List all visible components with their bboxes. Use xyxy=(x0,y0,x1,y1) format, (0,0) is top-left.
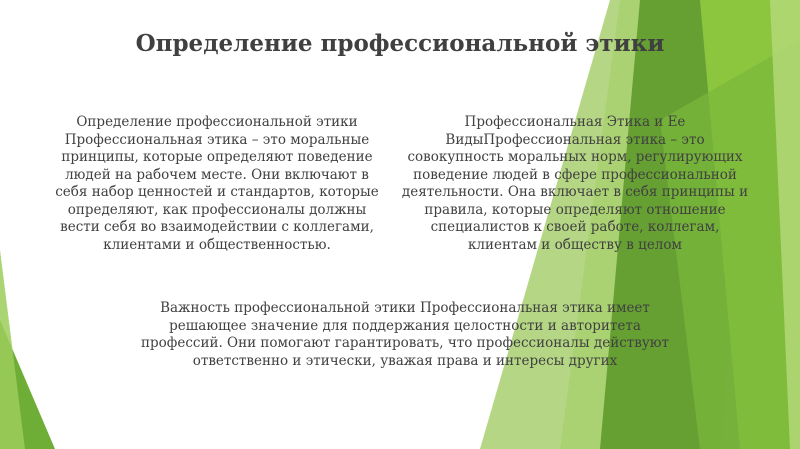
slide-title: Определение профессиональной этики xyxy=(135,30,665,57)
left-column-text: Определение профессиональной этики Профессиональная этика – это моральные принципы, которые определяют поведение людей на рабочем месте. Они включают в себя набор ценностей и стандартов, которые определяют, как профессионалы должны вести себя во взаимодействии с коллегами, клиентами и общественностью. xyxy=(55,114,379,253)
bottom-text: Важность профессиональной этики Профессиональная этика имеет решающее значение для поддержания целостности и авторитета профессий. Они помогают гарантировать, что профессионалы действуют ответственно и этически, уважая права и интересы других xyxy=(141,300,669,369)
right-column-text: Профессиональная Этика и Ее ВидыПрофессиональная этика – это совокупность моральных норм, регулирующих поведение людей в сфере профессиональной деятельности. Она включает в себя принципы и правила, которые определяют отношение специалистов к своей работе, коллегам, клиентам и обществу в целом xyxy=(401,114,749,253)
left-edge-shape-light xyxy=(0,250,25,449)
